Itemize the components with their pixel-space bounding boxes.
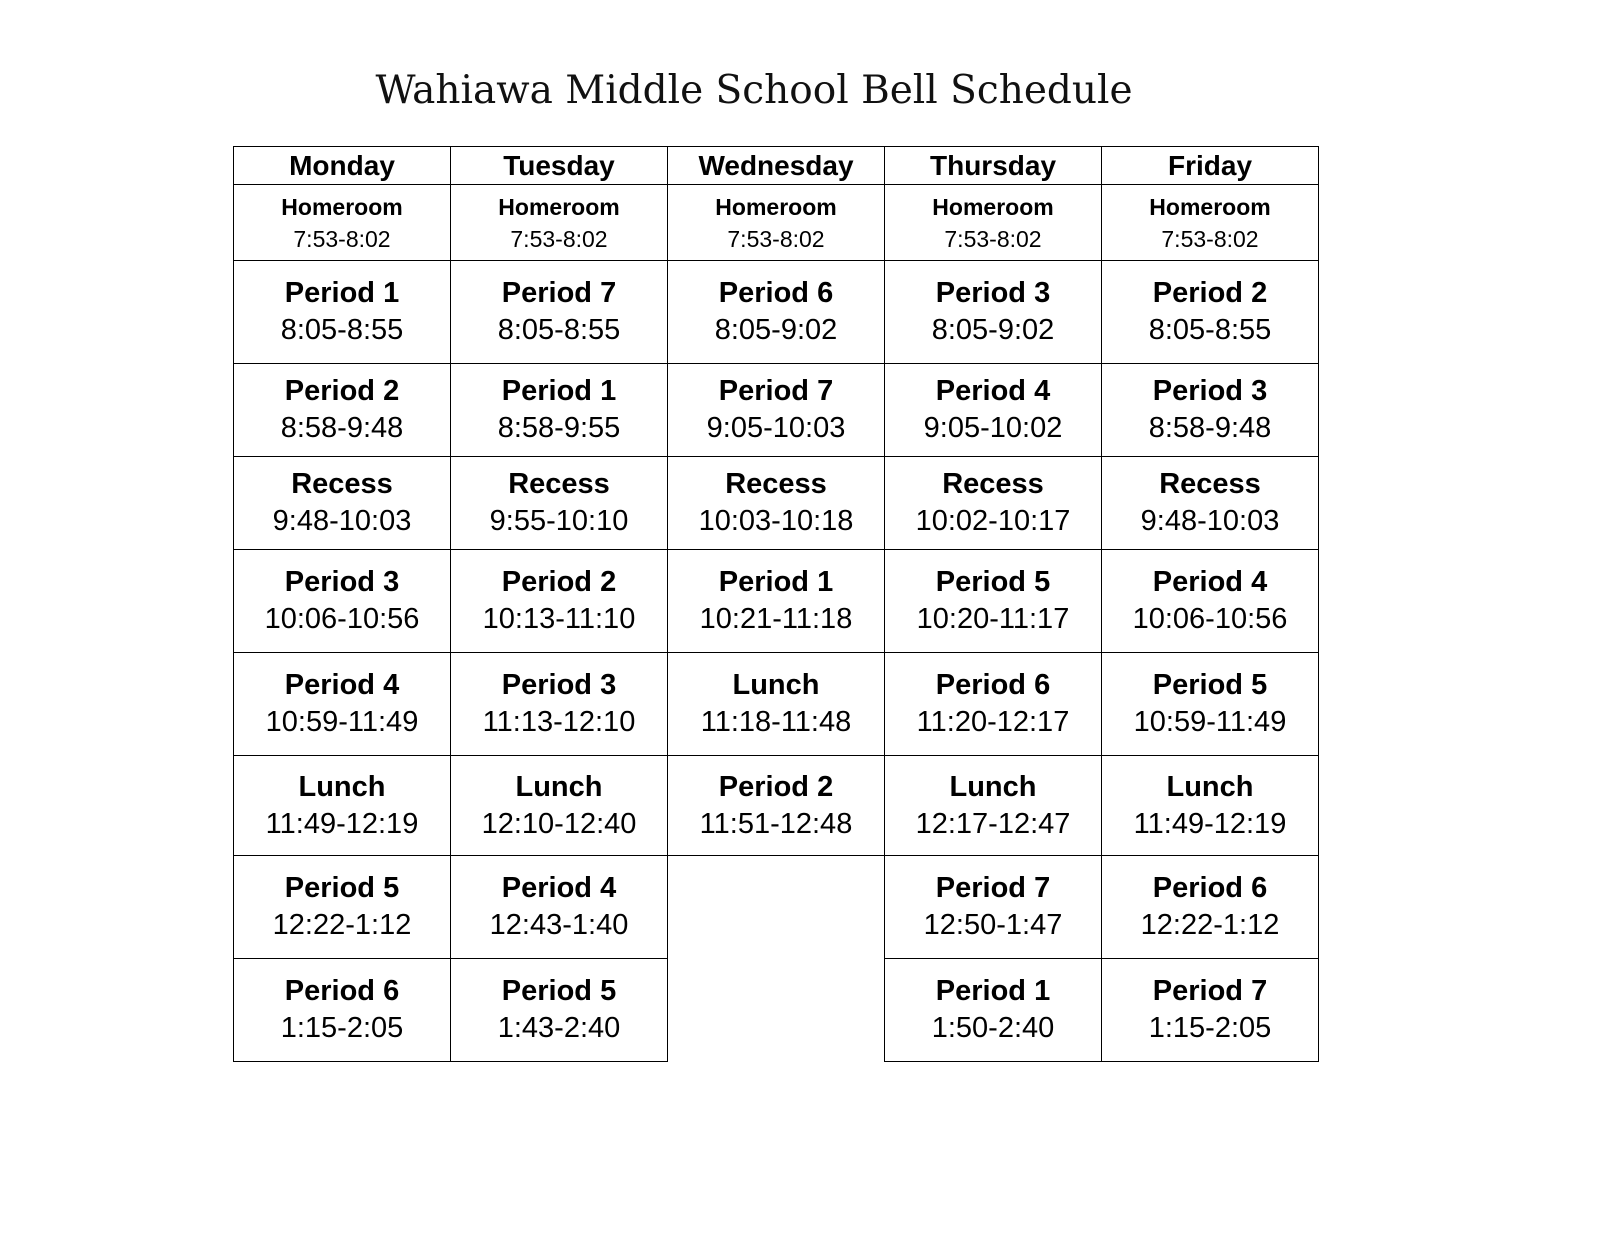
day-name: Thursday [929, 149, 1057, 181]
block-label: Period 1 [718, 566, 834, 598]
homeroom-cell [884, 184, 1102, 261]
schedule-cell [233, 855, 451, 959]
block-label: Period 2 [501, 566, 617, 598]
block-time: 9:05-10:02 [923, 412, 1063, 444]
schedule-cell [233, 549, 451, 653]
schedule-cell [450, 549, 668, 653]
schedule-cell [450, 652, 668, 756]
block-time: 11:20-12:17 [916, 706, 1070, 738]
schedule-cell [1101, 958, 1319, 1062]
homeroom-cell [1101, 184, 1319, 261]
block-label: Period 1 [284, 277, 400, 309]
block-time: 10:20-11:17 [916, 603, 1070, 635]
block-time: 7:53-8:02 [293, 225, 391, 252]
schedule-cell [1101, 652, 1319, 756]
schedule-cell [884, 958, 1102, 1062]
schedule-cell [1101, 855, 1319, 959]
block-time: 10:59-11:49 [1133, 706, 1287, 738]
block-time: 10:13-11:10 [482, 603, 636, 635]
block-label: Period 2 [1152, 277, 1268, 309]
block-label: Recess [725, 468, 827, 500]
day-header [667, 146, 885, 185]
block-time: 7:53-8:02 [727, 225, 825, 252]
schedule-cell [450, 855, 668, 959]
schedule-cell [667, 549, 885, 653]
block-label: Period 7 [935, 872, 1051, 904]
schedule-cell [233, 652, 451, 756]
block-label: Period 1 [935, 975, 1051, 1007]
schedule-cell [884, 652, 1102, 756]
block-time: 8:05-8:55 [1148, 314, 1272, 346]
schedule-cell [450, 755, 668, 856]
block-time: 8:05-8:55 [280, 314, 404, 346]
block-label: Period 3 [284, 566, 400, 598]
block-time: 11:13-12:10 [482, 706, 636, 738]
block-time: 7:53-8:02 [510, 225, 608, 252]
block-time: 10:06-10:56 [1132, 603, 1288, 635]
block-time: 11:51-12:48 [699, 807, 853, 840]
day-header [1101, 146, 1319, 185]
block-label: Recess [942, 468, 1044, 500]
block-time: 8:58-9:48 [280, 412, 404, 444]
day-header [233, 146, 451, 185]
block-time: 8:05-8:55 [497, 314, 621, 346]
block-label: Lunch [298, 770, 386, 803]
schedule-cell [450, 260, 668, 364]
block-time: 9:05-10:03 [706, 412, 846, 444]
block-time: 12:50-1:47 [923, 909, 1063, 941]
schedule-cell [450, 363, 668, 457]
block-label: Period 2 [718, 770, 834, 803]
schedule-cell [667, 652, 885, 756]
day-header [884, 146, 1102, 185]
block-time: 12:22-1:12 [272, 909, 412, 941]
block-time: 11:49-12:19 [1133, 807, 1287, 840]
block-label: Period 3 [1152, 375, 1268, 407]
day-name: Tuesday [503, 149, 615, 181]
day-name: Friday [1167, 149, 1253, 181]
block-label: Homeroom [715, 193, 837, 220]
page-title: Wahiawa Middle School Bell Schedule [375, 68, 1133, 113]
schedule-cell [884, 755, 1102, 856]
block-label: Lunch [732, 669, 820, 701]
block-label: Period 5 [501, 975, 617, 1007]
block-label: Period 2 [284, 375, 400, 407]
block-time: 1:43-2:40 [497, 1012, 621, 1044]
block-label: Period 5 [1152, 669, 1268, 701]
homeroom-cell [450, 184, 668, 261]
block-time: 9:48-10:03 [272, 505, 412, 537]
day-name: Wednesday [698, 149, 854, 181]
block-time: 1:15-2:05 [280, 1012, 404, 1044]
block-label: Lunch [949, 770, 1037, 803]
block-label: Homeroom [932, 193, 1054, 220]
block-label: Recess [1159, 468, 1261, 500]
block-label: Period 4 [935, 375, 1051, 407]
block-time: 1:15-2:05 [1148, 1012, 1272, 1044]
schedule-cell [884, 549, 1102, 653]
block-label: Period 7 [718, 375, 834, 407]
block-label: Period 4 [1152, 566, 1268, 598]
block-label: Period 6 [718, 277, 834, 309]
schedule-cell [667, 363, 885, 457]
block-label: Lunch [515, 770, 603, 803]
block-label: Recess [291, 468, 393, 500]
block-label: Lunch [1166, 770, 1254, 803]
block-label: Period 4 [501, 872, 617, 904]
schedule-cell [1101, 363, 1319, 457]
day-header [450, 146, 668, 185]
block-label: Recess [508, 468, 610, 500]
block-time: 12:22-1:12 [1140, 909, 1280, 941]
block-label: Homeroom [1149, 193, 1271, 220]
block-time: 9:48-10:03 [1140, 505, 1280, 537]
block-label: Period 7 [1152, 975, 1268, 1007]
schedule-cell [233, 363, 451, 457]
block-label: Period 6 [284, 975, 400, 1007]
schedule-cell [233, 260, 451, 364]
block-label: Period 5 [284, 872, 400, 904]
block-label: Period 6 [1152, 872, 1268, 904]
block-time: 10:03-10:18 [698, 505, 854, 537]
block-label: Period 4 [284, 669, 400, 701]
block-time: 12:17-12:47 [915, 807, 1071, 840]
block-label: Period 1 [501, 375, 617, 407]
schedule-cell [233, 755, 451, 856]
block-time: 11:18-11:48 [700, 706, 852, 738]
schedule-cell [1101, 456, 1319, 550]
block-time: 10:59-11:49 [265, 706, 419, 738]
schedule-cell [884, 260, 1102, 364]
block-label: Homeroom [498, 193, 620, 220]
block-label: Period 7 [501, 277, 617, 309]
schedule-cell [667, 456, 885, 550]
block-time: 7:53-8:02 [944, 225, 1042, 252]
schedule-cell [450, 958, 668, 1062]
block-time: 12:10-12:40 [481, 807, 637, 840]
block-label: Period 3 [501, 669, 617, 701]
block-label: Period 6 [935, 669, 1051, 701]
schedule-cell [884, 363, 1102, 457]
schedule-cell [884, 456, 1102, 550]
schedule-cell [884, 855, 1102, 959]
schedule-cell [1101, 260, 1319, 364]
schedule-cell [1101, 755, 1319, 856]
schedule-cell [233, 958, 451, 1062]
block-time: 11:49-12:19 [265, 807, 419, 840]
homeroom-cell [667, 184, 885, 261]
block-time: 9:55-10:10 [489, 505, 629, 537]
schedule-cell [667, 260, 885, 364]
block-time: 10:21-11:18 [699, 603, 853, 635]
block-time: 8:05-9:02 [931, 314, 1055, 346]
schedule-cell [667, 755, 885, 856]
block-label: Homeroom [281, 193, 403, 220]
homeroom-cell [233, 184, 451, 261]
block-time: 8:58-9:48 [1148, 412, 1272, 444]
block-time: 8:05-9:02 [714, 314, 838, 346]
block-time: 10:02-10:17 [915, 505, 1071, 537]
schedule-cell [450, 456, 668, 550]
block-label: Period 3 [935, 277, 1051, 309]
block-time: 10:06-10:56 [264, 603, 420, 635]
schedule-cell [233, 456, 451, 550]
block-label: Period 5 [935, 566, 1051, 598]
block-time: 8:58-9:55 [497, 412, 621, 444]
day-name: Monday [289, 149, 395, 181]
block-time: 1:50-2:40 [931, 1012, 1055, 1044]
block-time: 12:43-1:40 [489, 909, 629, 941]
block-time: 7:53-8:02 [1161, 225, 1259, 252]
schedule-cell [1101, 549, 1319, 653]
